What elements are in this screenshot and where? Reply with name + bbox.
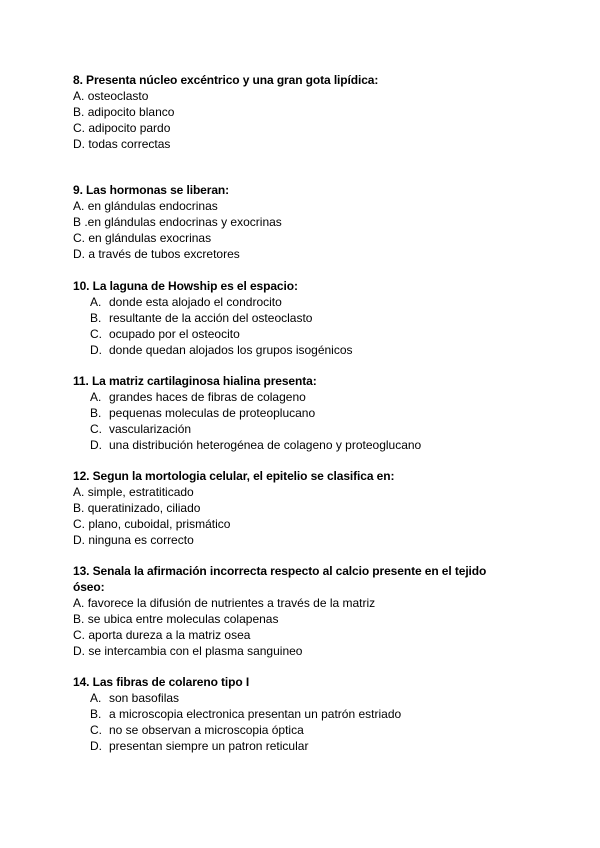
option-a: A. favorece la difusión de nutrientes a través de la matriz [73, 596, 376, 610]
option-d: D. ninguna es correcto [73, 533, 194, 547]
option-list [73, 389, 600, 453]
option-d: D. se intercambia con el plasma sanguineo [73, 644, 303, 658]
option-a: A. osteoclasto [73, 89, 149, 103]
option-a: A. son basofilas [90, 691, 180, 705]
option-c: C. ocupado por el osteocito [90, 327, 240, 341]
option-d: D. donde quedan alojados los grupos isogénicos [90, 343, 353, 357]
question-title: 8. Presenta núcleo excéntrico y una gran gota lipídica: [73, 73, 379, 87]
question-9 [73, 182, 600, 262]
option-b: B. se ubica entre moleculas colapenas [73, 612, 279, 626]
option-c: C. adipocito pardo [73, 121, 171, 135]
question-14 [73, 674, 600, 754]
option-a: A. en glándulas endocrinas [73, 199, 218, 213]
question-8 [73, 72, 600, 152]
question-title: 12. Segun la mortologia celular, el epitelio se clasifica en: [73, 469, 395, 483]
question-title: 13. Senala la afirmación incorrecta respecto al calcio presente en el tejido óseo: [73, 564, 487, 594]
option-list [73, 484, 600, 548]
option-b: B. pequenas moleculas de proteoplucano [90, 406, 316, 420]
option-d: D. una distribución heterogénea de colageno y proteoglucano [90, 438, 422, 452]
question-title: 14. Las fibras de colareno tipo I [73, 675, 250, 689]
option-list [73, 294, 600, 358]
option-c: C. plano, cuboidal, prismático [73, 517, 231, 531]
question-10 [73, 278, 600, 358]
option-list [73, 595, 600, 659]
question-11 [73, 373, 600, 453]
option-c: C. no se observan a microscopia óptica [90, 723, 304, 737]
option-a: A. grandes haces de fibras de colageno [90, 390, 306, 404]
option-b: B. a microscopia electronica presentan un patrón estriado [90, 707, 402, 721]
option-c: C. en glándulas exocrinas [73, 231, 212, 245]
option-list [73, 690, 600, 754]
question-title: 11. La matriz cartilaginosa hialina presenta: [73, 374, 317, 388]
option-b: B .en glándulas endocrinas y exocrinas [73, 215, 282, 229]
option-b: B. queratinizado, ciliado [73, 501, 201, 515]
question-title: 10. La laguna de Howship es el espacio: [73, 279, 298, 293]
option-b: B. adipocito blanco [73, 105, 175, 119]
option-a: A. donde esta alojado el condrocito [90, 295, 282, 309]
option-d: D. todas correctas [73, 137, 171, 151]
option-d: D. presentan siempre un patron reticular [90, 739, 309, 753]
option-a: A. simple, estratiticado [73, 485, 194, 499]
question-13 [73, 563, 600, 659]
option-b: B. resultante de la acción del osteoclasto [90, 311, 313, 325]
question-12 [73, 468, 600, 548]
option-list [73, 88, 600, 152]
question-title: 9. Las hormonas se liberan: [73, 183, 230, 197]
option-d: D. a través de tubos excretores [73, 247, 240, 261]
option-c: C. vascularización [90, 422, 192, 436]
option-list [73, 198, 600, 262]
option-c: C. aporta dureza a la matriz osea [73, 628, 251, 642]
